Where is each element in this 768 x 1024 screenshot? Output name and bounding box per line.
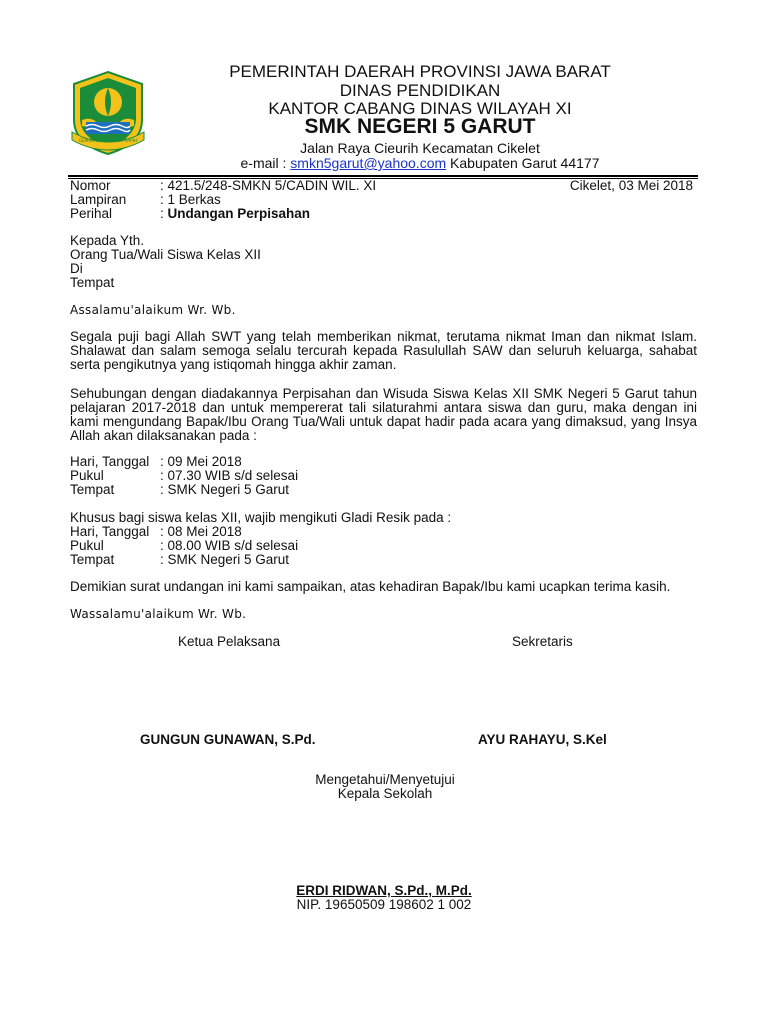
signature-role-chairman: Ketua Pelaksana bbox=[178, 634, 281, 649]
school-emblem-logo bbox=[68, 70, 148, 156]
place-date: Cikelet, 03 Mei 2018 bbox=[569, 178, 693, 193]
header-address: Jalan Raya Cieurih Kecamatan Cikelet bbox=[300, 140, 540, 156]
paragraph-praise: Segala puji bagi Allah SWT yang telah memberikan nikmat, terutama nikmat Iman dan nikmat Islam. Shalawat dan salam semoga selalu tercurah kepada Rasulullah SAW dan seluruh keluarga, sahabat serta pengikutnya yang istiqomah hingga akhir zaman. bbox=[70, 329, 697, 372]
recipient-salutation: Kepada Yth. bbox=[70, 233, 145, 248]
signature-name-secretary: AYU RAHAYU, S.Kel bbox=[478, 732, 607, 747]
regency-postcode: Kabupaten Garut 44177 bbox=[446, 155, 600, 171]
west-java-emblem-icon bbox=[68, 70, 148, 156]
lampiran-label: Lampiran bbox=[70, 192, 127, 207]
rehearsal-date-label: Hari, Tanggal bbox=[70, 524, 150, 539]
recipient-di: Di bbox=[70, 261, 83, 276]
nomor-label: Nomor bbox=[70, 178, 111, 193]
event-place-label: Tempat bbox=[70, 482, 115, 497]
rehearsal-place-value: : SMK Negeri 5 Garut bbox=[160, 552, 290, 567]
approval-position: Kepala Sekolah bbox=[337, 786, 433, 801]
event-date-label: Hari, Tanggal bbox=[70, 454, 150, 469]
header-contact-line bbox=[150, 155, 690, 171]
approval-label: Mengetahui/Menyetujui bbox=[315, 772, 455, 787]
rehearsal-time-label: Pukul bbox=[70, 538, 104, 553]
nomor-value: : 421.5/248-SMKN 5/CADIN WIL. XI bbox=[160, 178, 377, 193]
perihal-label: Perihal bbox=[70, 206, 113, 221]
event-time-value: : 07.30 WIB s/d selesai bbox=[160, 468, 299, 483]
rehearsal-time-value: : 08.00 WIB s/d selesai bbox=[160, 538, 299, 553]
event-time-label: Pukul bbox=[70, 468, 104, 483]
event-place-value: : SMK Negeri 5 Garut bbox=[160, 482, 290, 497]
email-link[interactable]: smkn5garut@yahoo.com bbox=[290, 155, 447, 171]
header-agency-line: DINAS PENDIDIKAN bbox=[339, 81, 501, 100]
header-office-line: KANTOR CABANG DINAS WILAYAH XI bbox=[268, 99, 572, 118]
signature-name-chairman: GUNGUN GUNAWAN, S.Pd. bbox=[140, 732, 316, 747]
lampiran-value: : 1 Berkas bbox=[160, 192, 221, 207]
perihal-subject: Undangan Perpisahan bbox=[167, 206, 311, 221]
perihal-colon: : bbox=[160, 206, 168, 221]
paragraph-invitation: Sehubungan dengan diadakannya Perpisahan dan Wisuda Siswa Kelas XII SMK Negeri 5 Garut tahun pelajaran 2017-2018 dan untuk mempererat tali silaturahmi antara siswa dan guru, maka dengan ini kami mengundang Bapak/Ibu Orang Tua/Wali untuk dapat hadir pada acara yang dimaksud, yang Insya Allah akan dilaksanakan pada : bbox=[70, 386, 697, 443]
rehearsal-intro: Khusus bagi siswa kelas XII, wajib mengikuti Gladi Resik pada : bbox=[70, 510, 452, 525]
perihal-value bbox=[160, 207, 310, 221]
logo-motto-text: GEMAH RIPAH REPEH RAPIH bbox=[78, 138, 138, 143]
email-prefix: e-mail : bbox=[240, 155, 291, 171]
rehearsal-place-label: Tempat bbox=[70, 552, 115, 567]
header-school-name: SMK NEGERI 5 GARUT bbox=[304, 115, 536, 138]
signature-role-secretary: Sekretaris bbox=[512, 634, 573, 649]
header-government-line: PEMERINTAH DAERAH PROVINSI JAWA BARAT bbox=[229, 62, 611, 81]
opening-greeting: Assalamu'alaikum Wr. Wb. bbox=[70, 303, 236, 317]
recipient-place: Tempat bbox=[70, 275, 115, 290]
recipient-name: Orang Tua/Wali Siswa Kelas XII bbox=[70, 247, 261, 262]
principal-nip: NIP. 19650509 198602 1 002 bbox=[296, 897, 472, 912]
rehearsal-date-value: : 08 Mei 2018 bbox=[160, 524, 242, 539]
letterhead-divider-thick bbox=[68, 175, 698, 177]
principal-name: ERDI RIDWAN, S.Pd., M.Pd. bbox=[296, 883, 472, 898]
closing-sentence: Demikian surat undangan ini kami sampaikan, atas kehadiran Bapak/Ibu kami ucapkan terima kasih. bbox=[70, 579, 671, 594]
event-date-value: : 09 Mei 2018 bbox=[160, 454, 242, 469]
closing-greeting: Wassalamu'alaikum Wr. Wb. bbox=[70, 607, 247, 621]
